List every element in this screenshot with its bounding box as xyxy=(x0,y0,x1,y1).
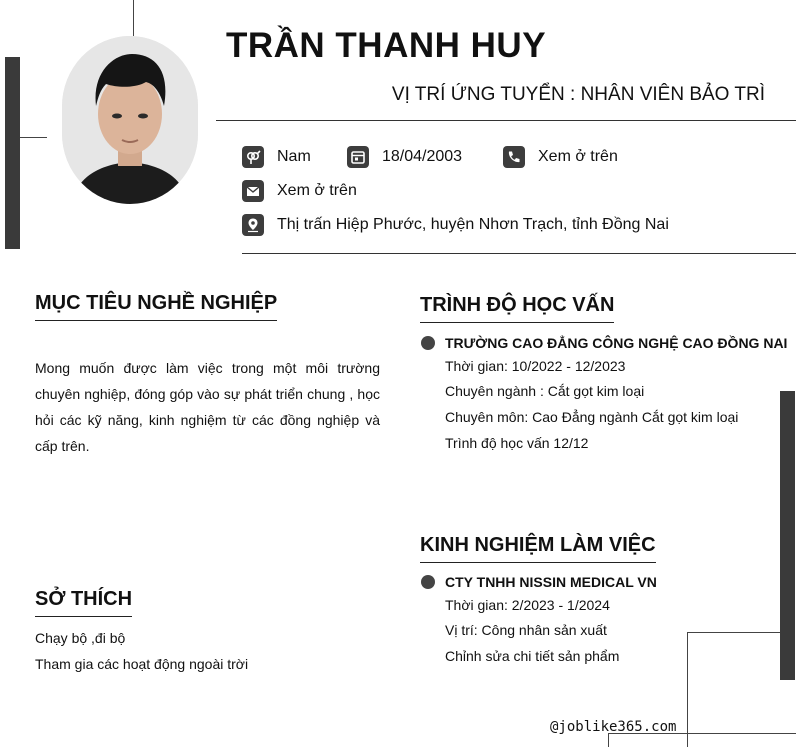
gender-value: Nam xyxy=(277,148,311,165)
header-divider xyxy=(216,120,796,121)
left-connector-line xyxy=(20,137,47,138)
objective-line: chuyên nghiệp, đóng góp vào sự phát triển chung , học xyxy=(35,386,380,402)
hobbies-title: SỞ THÍCH xyxy=(35,588,132,617)
hobby-item: Chạy bộ ,đi bộ xyxy=(35,630,126,646)
objective-line: Mong muốn được làm việc trong một môi trường xyxy=(35,360,380,376)
right-accent-bar xyxy=(780,391,795,680)
email-value: Xem ở trên xyxy=(277,182,357,199)
avatar-illustration xyxy=(62,36,198,204)
experience-detail: Vị trí: Công nhân sản xuất xyxy=(445,622,607,638)
info-phone xyxy=(503,146,618,168)
birthday-value: 18/04/2003 xyxy=(382,148,463,165)
info-address xyxy=(242,214,669,236)
top-vertical-line xyxy=(133,0,134,36)
corner-frame-top xyxy=(687,632,780,633)
info-divider xyxy=(242,253,796,254)
left-accent-bar xyxy=(5,57,20,249)
objective-title: MỤC TIÊU NGHỀ NGHIỆP xyxy=(35,292,277,321)
school-name: TRƯỜNG CAO ĐẲNG CÔNG NGHỆ CAO ĐỒNG NAI xyxy=(445,335,788,351)
objective-text xyxy=(35,355,380,459)
phone-icon xyxy=(503,146,525,168)
objective-line: hỏi các kỹ năng, kinh nghiệm từ các đồng nghiệp và xyxy=(35,412,380,428)
phone-value: Xem ở trên xyxy=(538,148,618,165)
corner-frame-left xyxy=(687,632,688,747)
experience-bullet xyxy=(421,575,435,589)
email-icon xyxy=(242,180,264,202)
experience-detail: Thời gian: 2/2023 - 1/2024 xyxy=(445,597,610,613)
info-email xyxy=(242,180,357,202)
education-detail: Trình độ học vấn 12/12 xyxy=(445,435,589,451)
bottom-frame-tick xyxy=(608,733,609,747)
profile-photo xyxy=(62,36,198,204)
candidate-name: TRẦN THANH HUY xyxy=(226,26,547,65)
education-detail: Chuyên môn: Cao Đẳng ngành Cắt gọt kim loại xyxy=(445,409,739,425)
applied-position: VỊ TRÍ ỨNG TUYỂN : NHÂN VIÊN BẢO TRÌ xyxy=(391,84,765,105)
hobby-item: Tham gia các hoạt động ngoài trời xyxy=(35,656,249,672)
education-bullet xyxy=(421,336,435,350)
watermark-text: @joblike365.com xyxy=(550,719,677,735)
gender-icon xyxy=(242,146,264,168)
address-value: Thị trấn Hiệp Phước, huyện Nhơn Trạch, tỉnh Đồng Nai xyxy=(277,216,669,233)
experience-detail: Chỉnh sửa chi tiết sản phẩm xyxy=(445,648,620,664)
experience-title: KINH NGHIỆM LÀM VIỆC xyxy=(420,534,656,563)
education-detail: Chuyên ngành : Cắt gọt kim loại xyxy=(445,383,645,399)
info-birthday xyxy=(347,146,462,168)
objective-line: cấp trên. xyxy=(35,438,90,454)
location-icon xyxy=(242,214,264,236)
info-gender xyxy=(242,146,311,168)
company-name: CTY TNHH NISSIN MEDICAL VN xyxy=(445,574,657,590)
education-title: TRÌNH ĐỘ HỌC VẤN xyxy=(420,294,614,323)
calendar-icon xyxy=(347,146,369,168)
education-detail: Thời gian: 10/2022 - 12/2023 xyxy=(445,358,626,374)
